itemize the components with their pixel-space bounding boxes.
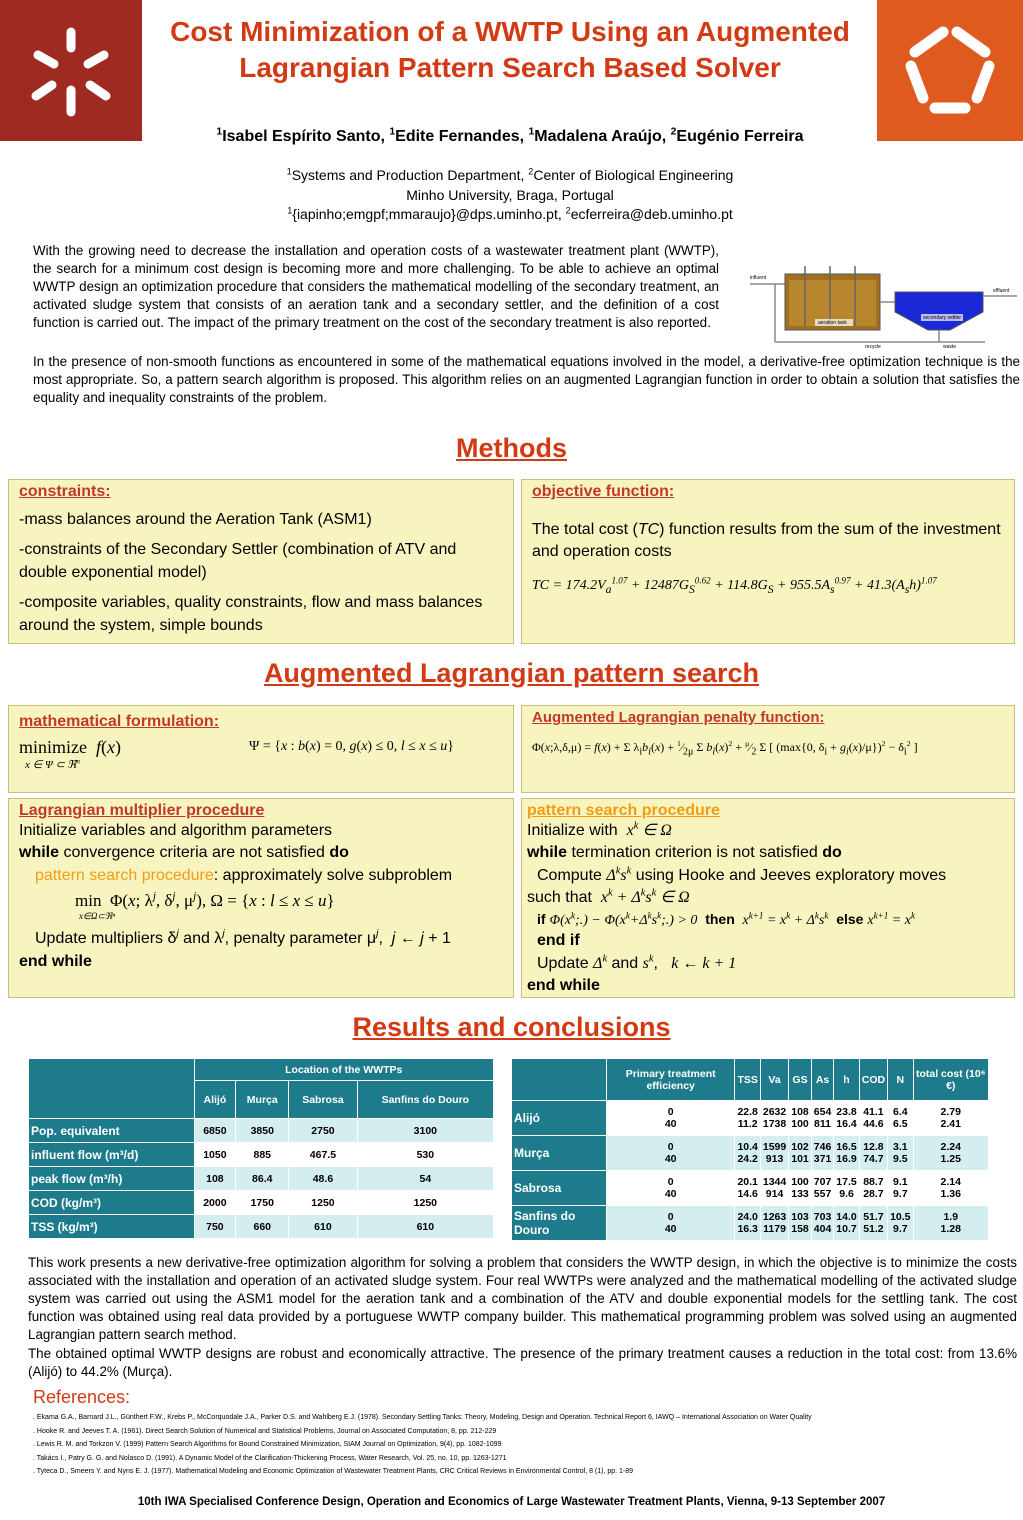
constraints-title: constraints: [19, 483, 111, 500]
authors-line: $^1$Isabel Espírito Santo, $^1$Edite Fernandes, $^1$Madalena Araújo, $^2$Eugénio Ferreira [216, 126, 804, 145]
diagram-label-aeration-tank: aeration tank [818, 320, 847, 326]
references-heading: References: [33, 1387, 131, 1407]
conclusion-paragraph-1: This work presents a new derivative-free optimization algorithm for solving a problem that considers the WWTP design, in which the objective is to minimize the costs associated with the installation and operation of an activated sludge system. Four real WWTPs were analyzed and the mathematical modelling of the activated sludge system was carried out using the ASM1 model for the aeration tank and a combination of the ATV and double exponential models for the settling tank. The cost function was obtained using real data provided by a portuguese WWTP company builder. This mathematical programming problem was solved using an augmented Lagrangian pattern search method. [28, 1255, 1017, 1343]
mathematical-formulation-box: mathematical formulation: minimize f(x) x ∈ Ψ ⊂ ℜ$^n$ Ψ = {x : b(x) = 0, g(x) ≤ 0, l ≤ x ≤ u} [8, 705, 514, 793]
minimize-keyword: minimize [19, 737, 87, 757]
results-heading: Results and conclusions [352, 1012, 671, 1042]
ps-init-line: Initialize with $x^k$ ∈ Ω [527, 820, 672, 839]
optimal-design-table: Primary treatment efficiency TSS Va GS As h COD N total cost (10⁶ €) Alijó 0 40 22.8 11.2 2632 1738 108 100 654 811 23.8 16.4 41.1 44.6 6.4 6.5 2.79 2.41 Murça 0 40 10.4 24.2 1599 913 102 101 746 371 16.5 16.9 12.8 74.7 3.1 9.5 2.24 1.25 Sabrosa 0 40 20.1 14.6 1344 914 100 133 707 557 17.5 9.6 88.7 28.7 9.1 9.7 2.14 1.36 Sanfins do Douro 0 40 24.0 16.3 1263 1179 103 158 703 404 14.0 10.7 51.7 51.2 10.5 9.7 1.9 1.28 [511, 1058, 989, 1241]
table-row: peak flow (m³/h) 108 86.4 48.6 54 [29, 1167, 494, 1191]
lmp-update-line: Update multipliers $\delta^j$ and $\lambda^j$, penalty parameter $\mu^j$, j ← j + 1 [35, 928, 451, 948]
pentagon-logo-icon [877, 0, 1023, 141]
university-logo-left [0, 0, 142, 141]
reference-item: . Hooke R. and Jeeves T. A. (1961). Direct Search Solution of Numerical and Statistical Problems, Journal on Associated Computation, 8, pp. 212-229 [33, 1427, 497, 1435]
objective-title: objective function: [532, 483, 675, 500]
lagrangian-multiplier-box: Lagrangian multiplier procedure Initialize variables and algorithm parameters while convergence criteria are not satisfied do pattern search procedure: approximately solve subproblem min Φ(x; $\lambda^j$, $\delta^j$, $\mu^j$), Ω = {x : l ≤ x ≤ u} x∈Ω⊂ℜⁿ Update multipliers $\delta^j$ and $\lambda^j$, penalty parameter $\mu^j$, j ← j + 1 end while [8, 798, 514, 998]
ps-if-line: if $\Phi(x^k;.)$ − $\Phi(x^k+\Delta^ks^k;.) > 0$ then $x^{k+1} = x^k + \Delta^ks^k$ else $x^{k+1} = x^k$ [537, 909, 916, 928]
reference-item: . Takács I., Patry G. G. and Nolasco D. (1991). A Dynamic Model of the Clarification-Thickening Process, Water Research, Vol. 25, no. 10, pp. 1263-1271 [33, 1454, 507, 1462]
conclusion-paragraph-2: The obtained optimal WWTP designs are robust and economically attractive. The presence of the primary treatment causes a reduction in the total cost: from 13.6% (Alijó) to 44.2% (Murça). [28, 1346, 1017, 1380]
table-row: Murça 0 40 10.4 24.2 1599 913 102 101 746 371 16.5 16.9 12.8 74.7 3.1 9.5 2.24 1.25 [512, 1136, 989, 1171]
references-list [33, 1413, 1018, 1478]
ps-update-line: Update $\Delta^k$ and $s^k$, k ← k + 1 [537, 953, 737, 972]
asterisk-logo-icon [0, 0, 142, 141]
conference-footer: 10th IWA Specialised Conference Design, Operation and Economics of Large Wastewater Treatment Plants, Vienna, 9-13 September 2007 [137, 1496, 886, 1508]
pattern-search-box: pattern search procedure Initialize with $x^k$ ∈ Ω while termination criterion is not satisfied do Compute $\Delta^ks^k$ using Hooke and Jeeves exploratory moves such that $x^k + \Delta^ks^k$ ∈ Ω if $\Phi(x^k;.)$ − $\Phi(x^k+\Delta^ks^k;.) > 0$ then $x^{k+1} = x^k + \Delta^ks^k$ else $x^{k+1} = x^k$ end if Update $\Delta^k$ and $s^k$, k ← k + 1 end while [521, 798, 1015, 998]
diagram-label-effluent: effluent [993, 288, 1010, 294]
table-row: Pop. equivalent 6850 3850 2750 3100 [29, 1119, 494, 1143]
affiliations: $^1$Systems and Production Department, $^2$Center of Biological Engineering Minho University, Braga, Portugal $^1${iapinho;emgpf;mmaraujo}@dps.uminho.pt, $^2$ecferreira@deb.uminho.pt [286, 166, 734, 223]
ps-title: pattern search procedure [527, 802, 720, 819]
reference-item: . Lewis R. M. and Torkzon V. (1999) Pattern Search Algorithms for Bound Constrained Minimization, SIAM Journal on Optimization, 9(4), pp. 1082-1099 [33, 1441, 502, 1448]
tc-cost-formula: TC = $174.2V_a^{1.07} + 12487G_S^{0.62} + 114.8G_S + 955.5A_s^{0.97} + 41.3(A_sh)^{1.07}$ [532, 575, 937, 596]
objective-function-box [521, 479, 1015, 644]
intro-paragraph-2: In the presence of non-smooth functions as encountered in some of the mathematical equations involved in the model, a derivative-free optimization technique is the most appropriate. So, a pattern search algorithm is proposed. This algorithm relies on an augmented Lagrangian function in order to obtain a solution that satisfies the equality and inequality constraints of the problem. [33, 354, 1020, 406]
intro-paragraph-1: With the growing need to decrease the installation and operation costs of a wastewater treatment plant (WWTP), the search for a minimum cost design is becoming more and more challenging. To be able to achieve an optimal WWTP design an optimization procedure that considers the mathematical modelling of the secondary treatment, an activated sludge system that consists of an aeration tank and a secondary settler, and the definition of a cost function is carried out. The impact of the primary treatment on the cost of the secondary treatment is also reported. [33, 243, 719, 331]
t1-header: Location of the WWTPs [194, 1059, 494, 1081]
constraints-box [8, 479, 514, 644]
ps-compute-line: Compute $\Delta^ks^k$ using Hooke and Jeeves exploratory moves [537, 865, 947, 884]
table-row: Sabrosa 0 40 20.1 14.6 1344 914 100 133 707 557 17.5 9.6 88.7 28.7 9.1 9.7 2.14 1.36 [512, 1171, 989, 1206]
objective-text: The total cost (TC) function results from the sum of the investment and operation costs [532, 521, 1001, 561]
penalty-function-box [521, 705, 1015, 793]
psi-set-formula: Ψ = {x : b(x) = 0, g(x) ≤ 0, l ≤ x ≤ u} [249, 739, 454, 754]
alps-heading: Augmented Lagrangian pattern search [263, 658, 760, 688]
diagram-label-waste: waste [943, 344, 957, 350]
diagram-label-recycle: recycle [865, 344, 881, 350]
lmp-title: Lagrangian multiplier procedure [19, 802, 265, 819]
engineering-logo-right [877, 0, 1023, 141]
reference-item: . Ekama G.A., Barnard J.L., Günthert F.W., Krebs P., McCorquodale J.A., Parker D.S. and Wahlberg E.J. (1978). Secondary Settling Tanks: Theory, Modeling, Design and Operation. Technical Report 6, IAWQ – International Association on Water Quality [33, 1414, 812, 1421]
math-formulation-title: mathematical formulation: [19, 713, 220, 730]
table-row: Alijó 0 40 22.8 11.2 2632 1738 108 100 654 811 23.8 16.4 41.1 44.6 6.4 6.5 2.79 2.41 [512, 1101, 989, 1136]
poster-title: Cost Minimization of a WWTP Using an Augmented Lagrangian Pattern Search Based Solver [170, 16, 850, 84]
constraint-item: -mass balances around the Aeration Tank (ASM1) [19, 511, 372, 528]
wwtp-schematic-diagram [745, 262, 1020, 350]
methods-heading: Methods [456, 433, 567, 463]
diagram-label-secondary-settler: secondary settler [923, 315, 962, 321]
constraint-item: -composite variables, quality constraints, flow and mass balances around the system, simple bounds [19, 594, 483, 634]
wwtp-characteristics-table: Location of the WWTPs Alijó Murça Sabrosa Sanfins do Douro Pop. equivalent 6850 3850 2750 3100 influent flow (m³/d) 1050 885 467.5 530 peak flow (m³/h) 108 86.4 48.6 54 COD (kg/m³) 2000 1750 1250 1250 TSS (kg/m³) 750 660 610 610 [28, 1058, 494, 1239]
table-row: COD (kg/m³) 2000 1750 1250 1250 [29, 1191, 494, 1215]
diagram-label-influent: influent [750, 275, 767, 281]
table-row: influent flow (m³/d) 1050 885 467.5 530 [29, 1143, 494, 1167]
reference-item: . Tyteca D., Smeers Y. and Nyns E. J. (1977). Mathematical Modeling and Economic Optimization of Wastewater Treatment Plants, CRC Critical Reviews in Environmental Control, 8 (1), pp. 1-89 [33, 1468, 634, 1475]
penalty-title: Augmented Lagrangian penalty function: [532, 709, 825, 726]
table-row: Sanfins do Douro 0 40 24.0 16.3 1263 1179 103 158 703 404 14.0 10.7 51.7 51.2 10.5 9.7 1.9 1.28 [512, 1206, 989, 1241]
subproblem-formula: min Φ(x; $\lambda^j$, $\delta^j$, $\mu^j$), Ω = {x : l ≤ x ≤ u} [75, 890, 335, 911]
table-row: TSS (kg/m³) 750 660 610 610 [29, 1215, 494, 1239]
penalty-formula: Φ(x;λ,δ,μ) = f(x) + Σ $\lambda_ib_i(x)$ + $^1⁄_{2\mu}$ Σ $b_i(x)^2$ + $^\mu⁄_2$ Σ [ (max{0, $\delta_i + g_i(x)/\mu\})^2 - \delta_i^2$ ] [532, 739, 918, 758]
constraint-item: -constraints of the Secondary Settler (combination of ATV and double exponential model) [19, 541, 457, 581]
